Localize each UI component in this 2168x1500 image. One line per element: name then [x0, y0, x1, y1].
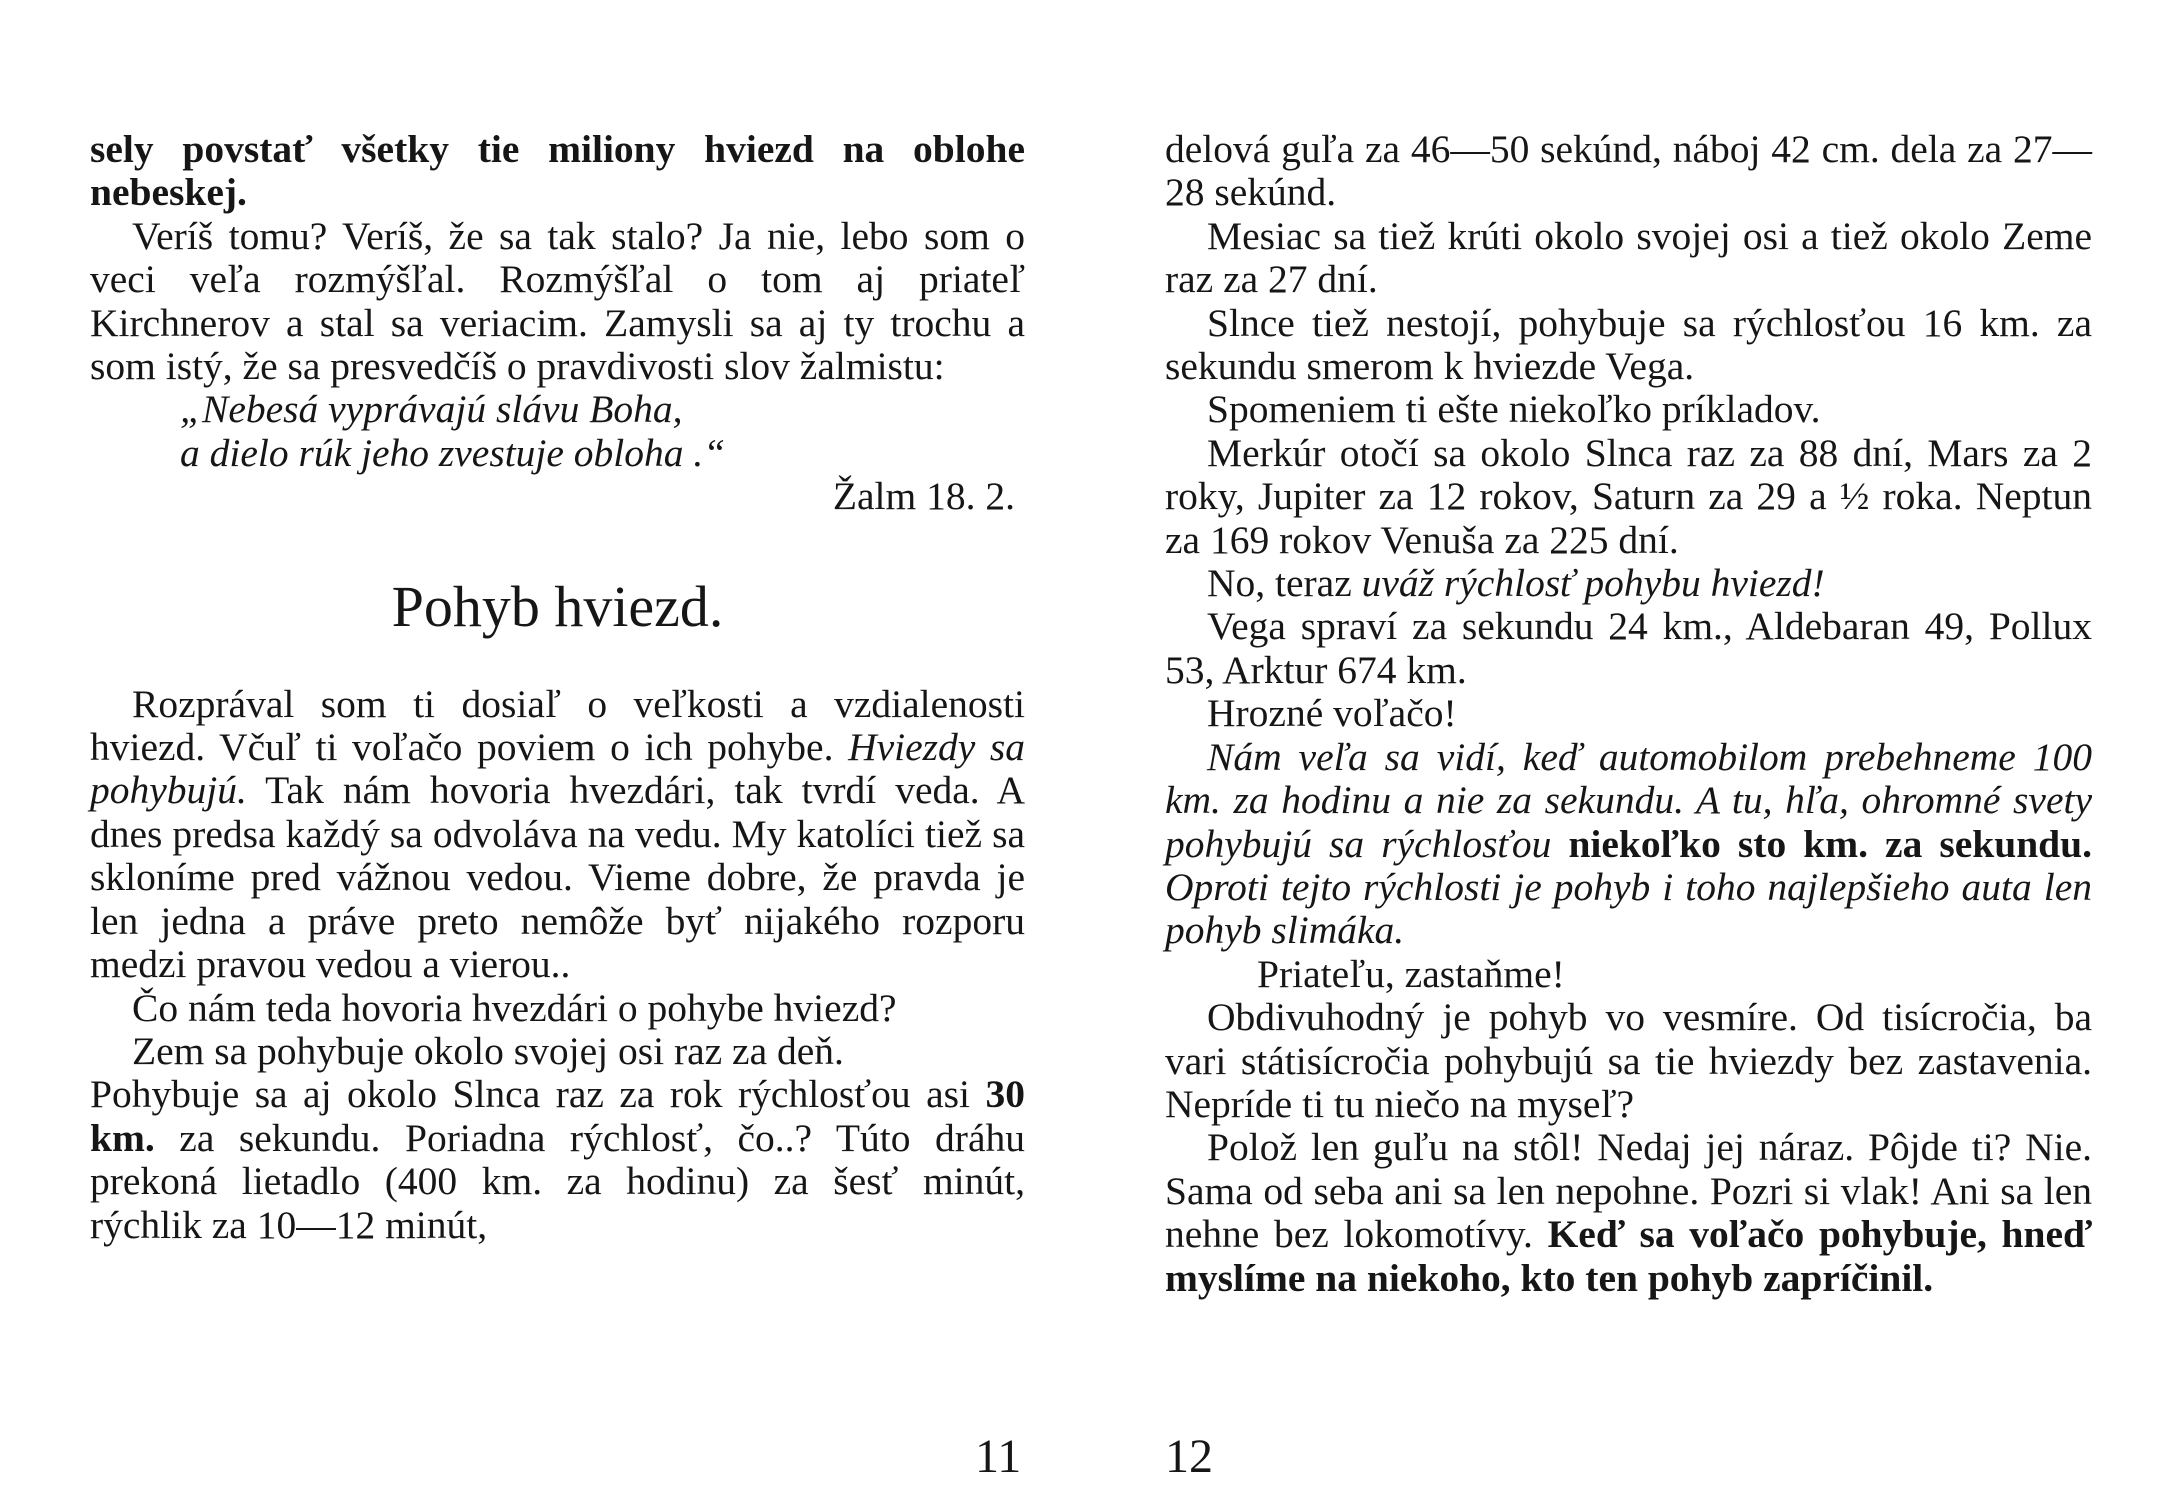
text-run: No, teraz	[1207, 561, 1362, 606]
text-run: Tak nám hovoria hvezdári, tak tvrdí veda. A dnes predsa každý sa odvoláva na vedu. My katolíci tiež sa skloníme pred vážnou vedou. Vieme dobre, že pravda je len jedna a práve preto nemôže byť nijakého rozporu medzi pravou vedou a vierou..	[90, 768, 1025, 987]
page-number-right: 12	[1165, 1430, 1213, 1483]
paragraph-ball	[1165, 1126, 2092, 1300]
italic-text: Nám veľa sa vidí, keď automobilom prebehneme 100 km. za hodinu a nie za sekundu. A tu, hľa, ohromné svety pohybujú sa rýchlosťou	[1165, 734, 2092, 866]
right-page	[1165, 128, 2092, 1300]
paragraph-intro-motion	[90, 683, 1025, 987]
paragraph-earth-rotation: Zem sa pohybuje okolo svojej osi raz za deň.	[132, 1028, 844, 1073]
paragraph-believe: Veríš tomu? Veríš, že sa tak stalo? Ja nie, lebo som o veci veľa rozmýšľal. Rozmýšľal o tom aj priateľ Kirchnerov a stal sa veriacim. Zamysli sa aj ty trochu a som istý, že sa presvedčíš o pravdivosti slov žalmistu:	[90, 213, 1025, 389]
paragraph-sun: Slnce tiež nestojí, pohybuje sa rýchlosťou 16 km. za sekundu smerom k hviezde Vega.	[1165, 300, 2092, 389]
psalm-verse-line-1: „Nebesá vyprávajú slávu Boha,	[180, 387, 683, 432]
text-run: Rozprával som ti dosiaľ o veľkosti a vzdialenosti hviezd. Včuľ ti voľačo poviem o ich pohybe.	[90, 681, 1025, 770]
paragraph-question: Čo nám teda hovoria hvezdári o pohybe hviezd?	[132, 985, 897, 1030]
page-number-left: 11	[975, 1430, 1022, 1483]
psalm-verse-line-2: a dielo rúk jeho zvestuje obloha .“	[180, 430, 726, 475]
paragraph-moon: Mesiac sa tiež krúti okolo svojej osi a tiež okolo Zeme raz za 27 dní.	[1165, 213, 2092, 302]
bold-text: 30 km.	[90, 1072, 1025, 1160]
paragraph-earth-orbit	[90, 1073, 1025, 1247]
paragraph-planets: Merkúr otočí sa okolo Slnca raz za 88 dní, Mars za 2 roky, Jupiter za 12 rokov, Saturn za 29 a ½ roka. Neptun za 169 rokov Venuša za 225 dní.	[1165, 430, 2092, 562]
paragraph-continued: sely povstať všetky tie miliony hviezd na oblohe nebeskej.	[90, 127, 1025, 215]
paragraph-automobile	[1165, 736, 2092, 953]
section-heading: Pohyb hviezd.	[391, 573, 724, 639]
left-page	[90, 128, 1025, 1247]
italic-text: uváž rýchlosť pohybu hviezd!	[1361, 561, 1825, 606]
paragraph-friend: Priateľu, zastaňme!	[1257, 951, 1565, 996]
paragraph-vega: Vega spraví za sekundu 24 km., Aldebaran 49, Pollux 53, Arktur 674 km.	[1165, 604, 2092, 692]
paragraph-cannonball: delová guľa za 46—50 sekúnd, náboj 42 cm. dela za 27—28 sekúnd.	[1165, 127, 2092, 215]
bold-text: Keď sa voľačo pohybuje, hneď myslíme na niekoho, kto ten pohyb zapríčinil.	[1165, 1212, 2092, 1300]
paragraph-terrible: Hrozné voľačo!	[1207, 691, 1457, 736]
italic-text: Hviezdy sa pohybujú.	[90, 725, 1026, 813]
italic-text: Oproti tejto rýchlosti je pohyb i toho najlepšieho auta len pohyb slimáka.	[1165, 864, 2092, 953]
text-run: Polož len guľu na stôl! Nedaj jej náraz. Pôjde ti? Nie. Sama od seba ani sa len nepohne. Pozri si vlak! Ani sa len nehne bez lokomotívy.	[1165, 1125, 2092, 1257]
paragraph-star-speed	[1165, 562, 2092, 605]
bold-text: niekoľko sto km. za sekundu.	[1568, 821, 2092, 866]
paragraph-examples: Spomeniem ti ešte niekoľko príkladov.	[1207, 387, 1821, 432]
paragraph-universe: Obdivuhodný je pohyb vo vesmíre. Od tisícročia, ba vari státisícročia pohybujú sa tie hviezdy bez zastavenia. Nepríde ti tu niečo na myseľ?	[1165, 995, 2092, 1126]
text-run: za sekundu. Poriadna rýchlosť, čo..? Túto dráhu prekoná lietadlo (400 km. za hodinu) za šesť minút, rýchlik za 10—12 minút,	[90, 1115, 1025, 1247]
psalm-reference: Žalm 18. 2.	[832, 474, 1015, 519]
text-run: Pohybuje sa aj okolo Slnca raz za rok rýchlosťou asi	[90, 1072, 986, 1117]
